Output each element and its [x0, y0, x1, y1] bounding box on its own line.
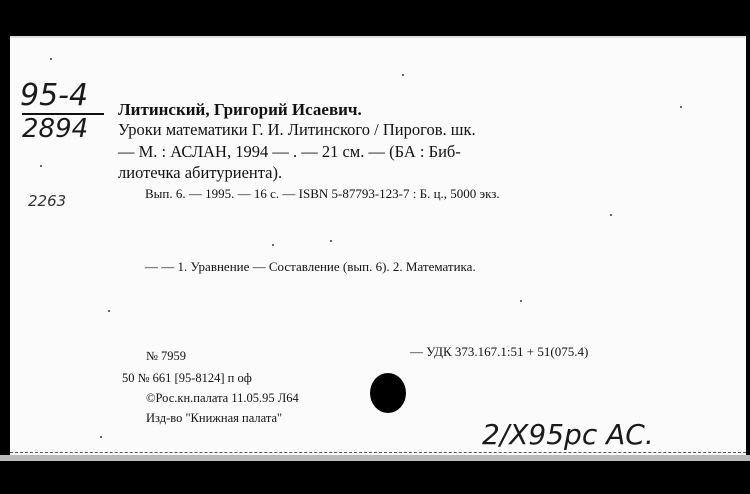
bottom-dashed-rule — [10, 452, 746, 454]
speck — [610, 214, 612, 216]
speck — [40, 165, 42, 167]
handwritten-bottom-note: 2/Х95рс АС. — [482, 418, 654, 451]
record-number: № 7959 — [146, 349, 187, 363]
scan-edge — [0, 455, 750, 461]
author-heading: Литинский, Григорий Исаевич. — [118, 100, 362, 119]
title-line-2: — М. : АСЛАН, 1994 — . — 21 см. — (БА : Биб- — [118, 142, 461, 161]
call-number-bottom: 2894 — [22, 114, 89, 144]
speck — [50, 58, 52, 60]
udk-line: — УДК 373.167.1:51 + 51(075.4) — [410, 344, 589, 359]
registration-line: 50 № 661 [95-8124] п оф — [122, 371, 252, 385]
speck — [520, 300, 522, 302]
volume-line: Вып. 6. — 1995. — 16 с. — ISBN 5-87793-123-7 : Б. ц., 5000 экз. — [145, 186, 500, 201]
speck — [402, 74, 404, 76]
title-line-1: Уроки математики Г. И. Литинского / Пирогов. шк. — [118, 120, 476, 139]
speck — [100, 436, 102, 438]
ink-blot — [370, 373, 406, 413]
speck — [680, 106, 682, 108]
chamber-line: ©Рос.кн.палата 11.05.95 Л64 — [146, 391, 299, 405]
call-number-top: 95-4 — [20, 78, 89, 113]
speck — [272, 244, 274, 246]
speck — [330, 240, 332, 242]
pencil-note: 2263 — [28, 192, 67, 210]
speck — [108, 310, 110, 312]
title-line-3: лиотечка абитуриента). — [118, 163, 283, 182]
publisher-line: Изд-во "Книжная палата" — [146, 411, 283, 425]
subject-headings: — — 1. Уравнение — Составление (вып. 6). 2. Математика. — [145, 259, 476, 274]
